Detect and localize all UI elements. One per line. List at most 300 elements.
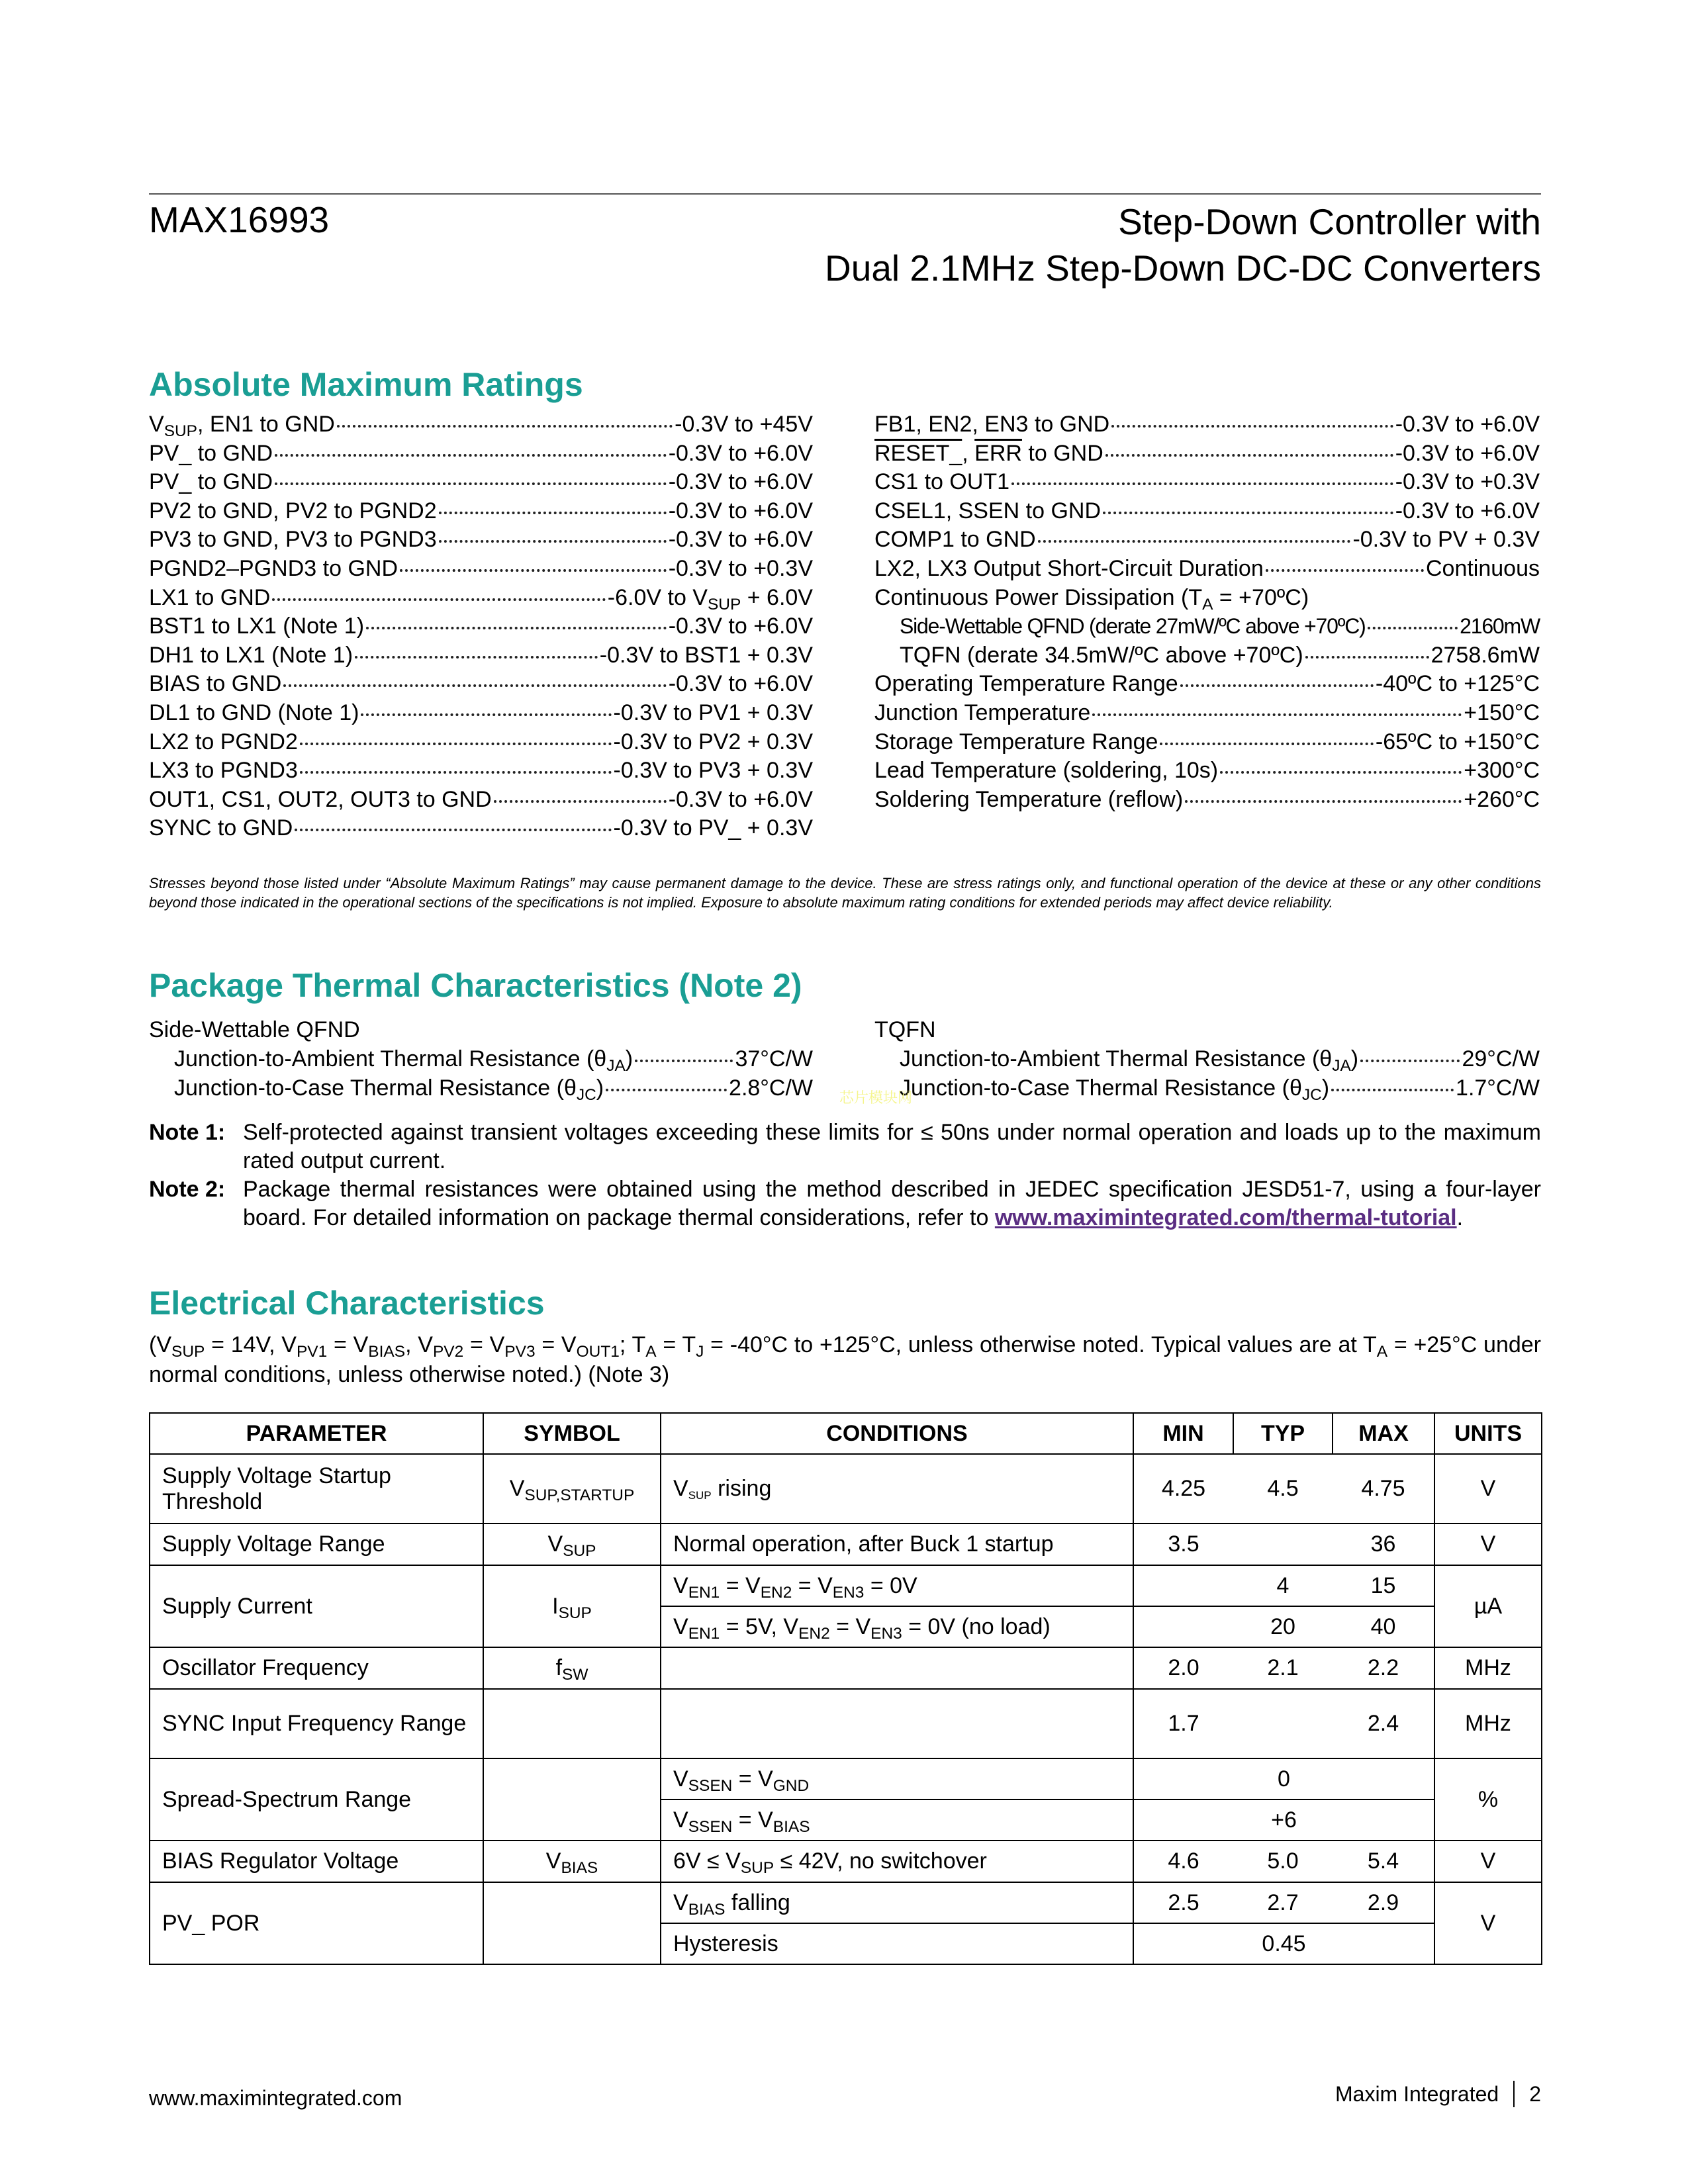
text-segment: V — [673, 1614, 688, 1639]
table-row — [150, 1454, 1542, 1524]
rating-label — [149, 555, 398, 584]
dot-leader — [400, 569, 667, 572]
text-segment: = V — [792, 1572, 833, 1598]
column-header: UNITS — [1434, 1413, 1542, 1454]
text-segment: SUP — [563, 1541, 596, 1560]
text-segment: LX2, LX3 Output Short-Circuit Duration — [874, 555, 1264, 581]
amr-heading: Absolute Maximum Ratings — [149, 366, 583, 403]
typ-value: 4.5 — [1233, 1454, 1333, 1524]
text-segment: 1.7°C/W — [1456, 1075, 1540, 1101]
conditions-cell — [661, 1454, 1133, 1524]
rating-label — [149, 468, 273, 497]
rating-value — [1426, 555, 1540, 584]
text-segment: BIAS — [688, 1900, 726, 1919]
text-segment: = V — [732, 1807, 773, 1833]
text-segment: CSEL1, SSEN to GND — [874, 498, 1102, 523]
rating-value — [614, 814, 813, 843]
text-segment: ≤ 42V, no switchover — [774, 1848, 987, 1874]
dot-leader — [1220, 771, 1462, 774]
conditions-cell — [661, 1524, 1133, 1565]
rating-value — [1456, 1073, 1540, 1103]
rating-label — [149, 670, 281, 699]
text-segment: PV3 — [504, 1342, 536, 1361]
text-segment: COMP1 to GND — [874, 527, 1036, 553]
text-segment: -0.3V to +6.0V — [668, 498, 813, 523]
text-segment: V — [673, 1807, 688, 1833]
rating-value — [669, 439, 813, 469]
max-value: 4.75 — [1333, 1454, 1434, 1524]
text-segment: V — [673, 1766, 688, 1792]
text-segment: Hysteresis — [673, 1931, 778, 1956]
dot-leader — [1092, 713, 1462, 716]
units-cell: MHz — [1434, 1647, 1542, 1689]
title-line-1: Step-Down Controller with — [1118, 201, 1541, 242]
rating-value — [614, 728, 813, 757]
text-segment: V — [149, 412, 164, 437]
dot-leader — [439, 512, 667, 514]
text-segment: -0.3V to +6.0V — [668, 469, 813, 495]
rating-label — [149, 728, 298, 757]
conditions-cell — [661, 1565, 1133, 1606]
typ-value: +6 — [1133, 1799, 1434, 1841]
conditions-cell — [661, 1606, 1133, 1647]
text-segment: ) — [1350, 1046, 1359, 1071]
typ-value: 4 — [1233, 1565, 1333, 1606]
rating-value — [729, 1073, 813, 1103]
min-value — [1133, 1565, 1233, 1606]
symbol-cell — [483, 1454, 661, 1524]
text-segment: , — [962, 440, 975, 466]
text-segment: LX2 to PGND2 — [149, 729, 298, 754]
footer-right — [1335, 2081, 1541, 2107]
rating-row — [874, 756, 1540, 786]
text-segment: V — [545, 1848, 561, 1874]
dot-leader — [283, 684, 666, 687]
text-segment: rising — [711, 1476, 772, 1501]
dot-leader — [355, 656, 598, 659]
rating-value — [1464, 786, 1540, 815]
rating-label — [874, 468, 1009, 497]
rating-label — [900, 1073, 1329, 1103]
text-segment: 2758.6mW — [1430, 642, 1540, 668]
max-value: 2.9 — [1333, 1882, 1434, 1923]
text-segment: -0.3V to PV1 + 0.3V — [613, 700, 813, 725]
text-segment: -6.0V to V — [607, 584, 708, 610]
rating-label — [149, 439, 273, 469]
typ-value: 2.1 — [1233, 1647, 1333, 1689]
dot-leader — [300, 771, 612, 774]
text-segment: , V — [405, 1332, 433, 1357]
text-segment: PV3 to GND, PV3 to PGND3 — [149, 527, 437, 553]
text-segment: TQFN (derate 34.5mW/ºC above +70ºC) — [900, 642, 1303, 668]
rating-row — [149, 497, 813, 526]
text-segment: Normal operation, after Buck 1 startup — [673, 1531, 1054, 1557]
units-cell: V — [1434, 1524, 1542, 1565]
rating-value — [669, 497, 813, 526]
conditions-cell — [661, 1647, 1133, 1689]
rating-label — [149, 699, 359, 728]
amr-right-column — [874, 410, 1540, 814]
rating-row — [874, 497, 1540, 526]
note-text — [243, 1175, 1541, 1232]
dot-leader — [300, 743, 612, 745]
column-header: MAX — [1333, 1413, 1434, 1454]
min-value: 2.0 — [1133, 1647, 1233, 1689]
ec-heading: Electrical Characteristics — [149, 1285, 545, 1322]
note-body: Package thermal resistances were obtained using the method described in JEDEC specification JESD51-7, using a four-layer board. For detailed information on package thermal considerations, refer to — [243, 1177, 1541, 1230]
rating-label — [149, 410, 335, 439]
thermal-tutorial-link[interactable]: www.maximintegrated.com/thermal-tutorial — [994, 1205, 1457, 1230]
text-segment: + 6.0V — [741, 584, 813, 610]
symbol-cell — [483, 1647, 661, 1689]
rating-row — [149, 699, 813, 728]
text-segment: SUP — [740, 1858, 774, 1877]
dot-leader — [1103, 512, 1393, 514]
text-segment: -0.3V to PV3 + 0.3V — [613, 758, 813, 784]
text-segment: PV1 — [296, 1342, 328, 1361]
text-segment: 2160mW — [1460, 614, 1540, 639]
symbol-cell — [483, 1758, 661, 1841]
text-segment: OUT1 — [576, 1342, 620, 1361]
rating-label — [874, 728, 1158, 757]
text-segment: Soldering Temperature (reflow) — [874, 786, 1184, 812]
column-header: CONDITIONS — [661, 1413, 1133, 1454]
package-rows — [874, 1044, 1540, 1103]
table-row — [150, 1524, 1542, 1565]
typ-value — [1233, 1689, 1333, 1758]
rating-row — [874, 728, 1540, 757]
text-segment: = 0V — [864, 1572, 917, 1598]
amr-left-column — [149, 410, 813, 843]
rating-label — [874, 410, 1109, 439]
rating-row — [149, 468, 813, 497]
dot-leader — [361, 713, 611, 716]
rating-value — [1460, 612, 1540, 641]
dot-leader — [1111, 425, 1393, 428]
text-segment: V — [509, 1476, 525, 1501]
rating-row — [874, 699, 1540, 728]
symbol-cell — [483, 1689, 661, 1758]
rating-value — [669, 555, 813, 584]
text-segment: V — [673, 1476, 688, 1501]
text-segment: 37°C/W — [735, 1046, 813, 1071]
rating-row — [874, 584, 1540, 613]
text-segment: = V — [720, 1572, 761, 1598]
parameter-cell: Spread-Spectrum Range — [150, 1758, 483, 1841]
dot-leader — [606, 1089, 727, 1091]
parameter-cell: Supply Voltage Startup Threshold — [150, 1454, 483, 1524]
dot-leader — [1360, 1060, 1460, 1062]
rating-value — [1395, 468, 1540, 497]
text-segment: 2.8°C/W — [729, 1075, 813, 1101]
text-segment: EN1 — [688, 1583, 720, 1602]
text-segment: , EN1 to GND — [197, 412, 335, 437]
rating-label — [149, 786, 492, 815]
text-segment: SUP — [688, 1488, 712, 1502]
dot-leader — [1368, 627, 1458, 629]
text-segment: V — [547, 1531, 563, 1557]
text-segment: RESET_ — [874, 440, 962, 466]
rating-label — [149, 584, 270, 613]
dot-leader — [1185, 800, 1462, 803]
text-segment: -0.3V to PV2 + 0.3V — [613, 729, 813, 754]
text-segment: EN3 — [832, 1583, 865, 1602]
max-value: 36 — [1333, 1524, 1434, 1565]
rating-label — [874, 439, 1103, 469]
text-segment: SUP — [707, 595, 741, 614]
text-segment: -0.3V to +0.3V — [1395, 469, 1540, 495]
text-segment: DH1 to LX1 (Note 1) — [149, 642, 353, 668]
text-segment: -0.3V to +6.0V — [1395, 412, 1540, 437]
dot-leader — [272, 598, 605, 601]
rating-row — [874, 410, 1540, 439]
rating-row — [149, 410, 813, 439]
column-header: TYP — [1233, 1413, 1333, 1454]
column-header: PARAMETER — [150, 1413, 483, 1454]
dot-leader — [1180, 684, 1374, 687]
text-segment: EN1 — [688, 1624, 720, 1643]
table-row — [150, 1647, 1542, 1689]
text-segment: 29°C/W — [1462, 1046, 1540, 1071]
text-segment: +150°C — [1464, 700, 1540, 725]
text-segment: = -40°C to +125°C, unless otherwise noted. Typical values are at T — [704, 1332, 1377, 1357]
rating-row — [149, 439, 813, 469]
text-segment: JC — [1301, 1085, 1322, 1104]
text-segment: = 5V, V — [720, 1614, 799, 1639]
text-segment: +300°C — [1464, 758, 1540, 784]
dot-leader — [1011, 482, 1393, 485]
rating-label — [149, 756, 298, 786]
text-segment: -65ºC to +150°C — [1375, 729, 1540, 754]
rating-value — [675, 410, 813, 439]
text-segment: Continuous — [1425, 555, 1540, 581]
dot-leader — [494, 800, 667, 803]
column-header: SYMBOL — [483, 1413, 661, 1454]
header-rule — [149, 193, 1541, 195]
rating-value — [669, 612, 813, 641]
text-segment: -0.3V to +6.0V — [668, 614, 813, 639]
text-segment: -0.3V to +6.0V — [1395, 498, 1540, 523]
note-tag: Note 2: — [149, 1177, 226, 1202]
text-segment: ; T — [619, 1332, 646, 1357]
rating-value — [1352, 525, 1540, 555]
text-segment: 6V ≤ V — [673, 1848, 741, 1874]
rating-value — [1462, 1044, 1540, 1073]
package-name: TQFN — [874, 1017, 936, 1042]
text-segment: Continuous Power Dissipation (T — [874, 584, 1203, 610]
text-segment: SSEN — [688, 1776, 733, 1795]
rating-row — [874, 612, 1540, 641]
text-segment: BIAS — [561, 1858, 598, 1877]
text-segment: JC — [576, 1085, 596, 1104]
table-row — [150, 1882, 1542, 1923]
text-segment: -0.3V to +0.3V — [668, 555, 813, 581]
text-segment: -0.3V to +6.0V — [668, 671, 813, 697]
table-row — [150, 1758, 1542, 1799]
rating-row — [149, 728, 813, 757]
rating-label — [900, 612, 1366, 641]
text-segment: -0.3V to +45V — [675, 412, 813, 437]
note-1 — [149, 1118, 1541, 1175]
text-segment: CS1 to OUT1 — [874, 469, 1010, 495]
min-value: 4.25 — [1133, 1454, 1233, 1524]
conditions-cell — [661, 1689, 1133, 1758]
text-segment: A — [1202, 595, 1213, 614]
column-header: MIN — [1133, 1413, 1233, 1454]
text-segment: JA — [1332, 1056, 1351, 1075]
rating-value — [1395, 497, 1540, 526]
rating-row — [149, 641, 813, 670]
text-segment: J — [696, 1342, 704, 1361]
text-segment: = +70ºC) — [1213, 584, 1309, 610]
rating-row — [149, 814, 813, 843]
typ-value — [1233, 1524, 1333, 1565]
part-number: MAX16993 — [149, 199, 330, 240]
thermal-package-tqfn — [874, 1015, 1540, 1103]
dot-leader — [275, 454, 667, 457]
text-segment: -0.3V to PV + 0.3V — [1352, 527, 1540, 553]
rating-row — [149, 555, 813, 584]
note-2 — [149, 1175, 1541, 1232]
text-segment: JA — [606, 1056, 626, 1075]
rating-label — [174, 1073, 604, 1103]
rating-row — [874, 670, 1540, 699]
text-segment: -0.3V to BST1 + 0.3V — [599, 642, 813, 668]
rating-row — [874, 786, 1540, 815]
text-segment: GND — [773, 1776, 810, 1795]
rating-value — [669, 468, 813, 497]
rating-label — [900, 1044, 1358, 1073]
text-segment: V — [673, 1889, 688, 1915]
rating-row — [874, 525, 1540, 555]
rating-row — [874, 468, 1540, 497]
max-value: 15 — [1333, 1565, 1434, 1606]
text-segment: EN2 — [798, 1624, 830, 1643]
dot-leader — [439, 540, 667, 543]
max-value: 2.2 — [1333, 1647, 1434, 1689]
units-cell: V — [1434, 1841, 1542, 1882]
rating-value — [614, 756, 813, 786]
rating-value — [735, 1044, 813, 1073]
rating-value — [669, 670, 813, 699]
rating-row — [174, 1044, 813, 1073]
text-segment: -0.3V to +6.0V — [668, 786, 813, 812]
rating-row — [900, 1044, 1540, 1073]
rating-value — [669, 525, 813, 555]
rating-value — [1464, 756, 1540, 786]
rating-value — [1431, 641, 1540, 670]
text-segment: (V — [149, 1332, 171, 1357]
min-value: 4.6 — [1133, 1841, 1233, 1882]
table-header-row — [150, 1413, 1542, 1454]
rating-label — [900, 641, 1303, 670]
parameter-cell: BIAS Regulator Voltage — [150, 1841, 483, 1882]
dot-leader — [1331, 1089, 1454, 1091]
text-segment: = V — [327, 1332, 369, 1357]
text-segment: SW — [562, 1665, 588, 1684]
typ-value: 5.0 — [1233, 1841, 1333, 1882]
text-segment: PV2 — [432, 1342, 464, 1361]
text-segment: PGND2–PGND3 to GND — [149, 555, 398, 581]
dot-leader — [635, 1060, 733, 1062]
max-value: 5.4 — [1333, 1841, 1434, 1882]
text-segment: Storage Temperature Range — [874, 729, 1158, 754]
table-row — [150, 1689, 1542, 1758]
text-segment: SUP — [164, 422, 197, 440]
text-segment: DL1 to GND (Note 1) — [149, 700, 359, 725]
typ-value: 0.45 — [1133, 1923, 1434, 1964]
text-segment: PV2 to GND, PV2 to PGND2 — [149, 498, 437, 523]
units-cell: V — [1434, 1454, 1542, 1524]
rating-row — [174, 1073, 813, 1103]
max-value: 40 — [1333, 1606, 1434, 1647]
text-segment: LX1 to GND — [149, 584, 271, 610]
rating-row — [874, 439, 1540, 469]
dot-leader — [1160, 743, 1373, 745]
text-segment: -0.3V to +6.0V — [668, 440, 813, 466]
dot-leader — [366, 627, 667, 629]
conditions-cell — [661, 1799, 1133, 1841]
rating-label — [149, 525, 437, 555]
rating-label — [174, 1044, 633, 1073]
text-segment: BST1 to LX1 (Note 1) — [149, 614, 365, 639]
note-tail: . — [1456, 1205, 1464, 1230]
package-rows — [149, 1044, 813, 1103]
text-segment: SUP — [558, 1604, 592, 1622]
text-segment: ) — [596, 1075, 604, 1101]
text-segment: = V — [535, 1332, 577, 1357]
rating-row — [900, 1073, 1540, 1103]
rating-row — [874, 641, 1540, 670]
text-segment: PV_ to GND — [149, 469, 273, 495]
rating-label — [874, 555, 1264, 584]
text-segment: ) — [1321, 1075, 1330, 1101]
text-segment: $\overline{ERR}$ — [974, 440, 1022, 466]
dot-leader — [1305, 656, 1429, 659]
symbol-cell — [483, 1524, 661, 1565]
text-segment: ) — [625, 1046, 633, 1071]
symbol-cell — [483, 1841, 661, 1882]
conditions-cell — [661, 1923, 1133, 1964]
parameter-cell: SYNC Input Frequency Range — [150, 1689, 483, 1758]
note-text: Self-protected against transient voltages exceeding these limits for ≤ 50ns under normal operation and loads up to the maximum rated output current. — [243, 1120, 1541, 1173]
rating-label — [874, 670, 1178, 699]
text-segment: EN2 — [760, 1583, 792, 1602]
table-row — [150, 1841, 1542, 1882]
min-value — [1133, 1606, 1233, 1647]
parameter-cell: Supply Voltage Range — [150, 1524, 483, 1565]
text-segment: = 14V, V — [205, 1332, 297, 1357]
rating-label — [874, 756, 1218, 786]
text-segment: = 0V (no load) — [902, 1614, 1051, 1639]
rating-row — [149, 612, 813, 641]
text-segment: FB1, EN2, EN3 to GND — [874, 412, 1110, 437]
text-segment: -40ºC to +125°C — [1375, 671, 1540, 697]
parameter-cell: PV_ POR — [150, 1882, 483, 1964]
footer-company: Maxim Integrated — [1335, 2081, 1499, 2106]
text-segment: -0.3V to +6.0V — [1395, 440, 1540, 466]
rating-row — [149, 525, 813, 555]
min-value: 1.7 — [1133, 1689, 1233, 1758]
rating-value — [1464, 699, 1540, 728]
rating-row — [149, 786, 813, 815]
symbol-cell — [483, 1882, 661, 1964]
text-segment: EN3 — [870, 1624, 902, 1643]
rating-value — [1395, 439, 1540, 469]
text-segment: A — [645, 1342, 657, 1361]
rating-label — [874, 497, 1101, 526]
rating-label — [149, 497, 437, 526]
